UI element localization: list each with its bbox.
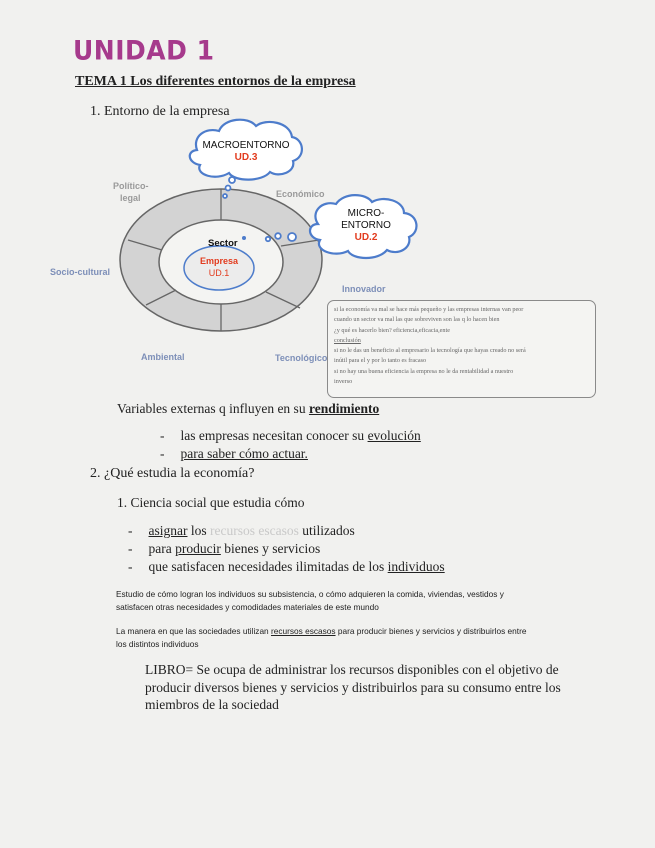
note-line: cuando un sector va mal las que sobreviven son las q lo hacen bien — [334, 316, 500, 324]
macro-unit: UD.3 — [234, 152, 258, 163]
section-1-heading: 1. Entorno de la empresa — [90, 104, 230, 119]
section-2-heading: 2. ¿Qué estudia la economía? — [90, 466, 255, 481]
label-innovador: Innovador — [342, 284, 386, 294]
note-line: inútil para el y por lo tanto es fracaso — [334, 357, 427, 365]
variables-line — [117, 401, 379, 417]
micro-unit: UD.2 — [354, 232, 378, 243]
variables-bullet: - las empresas necesitan conocer su evolución — [160, 428, 421, 443]
variables-bullet: - para saber cómo actuar. — [160, 446, 308, 461]
label-socio-cultural: Socio-cultural — [50, 267, 111, 277]
notes-box — [327, 300, 596, 398]
label-ambiental: Ambiental — [141, 352, 185, 362]
economy-bullet: - para producir bienes y servicios — [128, 541, 321, 556]
economy-bullet: - asignar los recursos escasos utilizados — [128, 523, 355, 538]
note-line: ¿y qué es hacerlo bien? eficiencia,eficacia,ente — [334, 326, 450, 334]
label-tecnologico: Tecnológico — [275, 353, 328, 363]
empresa-text — [196, 255, 242, 279]
note-line: conclusión — [334, 336, 361, 344]
economy-bullet: - que satisfacen necesidades ilimitadas de los individuos — [128, 559, 445, 574]
label-legal: legal — [120, 193, 141, 203]
micro-line2: ENTORNO — [341, 220, 391, 231]
definition-2: La manera en que las sociedades utilizan recursos escasos para producir bienes y servicios y distribuirlos entre los distintos individuos — [116, 626, 527, 649]
micro-line1: MICRO- — [347, 208, 385, 219]
definition-1: Estudio de cómo logran los individuos su subsistencia, o cómo adquieren la comida, viviendas, vestidos y satisfacen otras necesidades y comodidades materiales de este mundo — [116, 589, 504, 612]
micro-cloud-text — [320, 208, 412, 244]
label-politico: Político- — [113, 181, 149, 191]
note-line: si no hay una buena eficiencia la empresa no le da rentabilidad a nuestro — [334, 367, 514, 375]
topic-title: TEMA 1 Los diferentes entornos de la empresa — [75, 74, 356, 89]
empresa-unit: UD.1 — [208, 268, 230, 278]
note-line: si la economía va mal se hace más pequeño y las empresas internas van peor — [334, 306, 524, 313]
variables-text: Variables externas q influyen en su — [117, 401, 306, 416]
variables-emph: rendimiento — [308, 401, 380, 416]
label-sector: Sector — [208, 238, 238, 249]
note-line: si no le das un beneficio al empresario la tecnología que hayas creado no será — [334, 347, 526, 355]
label-economico: Económico — [276, 189, 325, 199]
unit-title: UNIDAD 1 — [73, 35, 215, 66]
note-line: inverso — [334, 378, 353, 386]
macro-label: MACROENTORNO — [202, 140, 290, 151]
section-2-sub: 1. Ciencia social que estudia cómo — [117, 495, 305, 510]
empresa-label: Empresa — [199, 256, 239, 266]
macro-cloud-text — [198, 140, 294, 164]
libro-definition: LIBRO= Se ocupa de administrar los recursos disponibles con el objetivo de producir diversos bienes y servicios y distribuirlos para su consumo entre los miembros de la sociedad — [145, 662, 561, 712]
